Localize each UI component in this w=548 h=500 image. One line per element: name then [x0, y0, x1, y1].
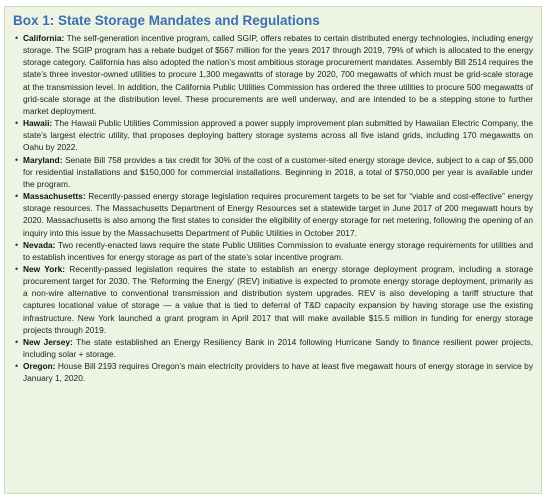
- state-name: New Jersey:: [23, 336, 73, 347]
- state-text: House Bill 2193 requires Oregon’s main electricity providers to have at least five megawatt hours of energy storage in service by January 1, 2020.: [23, 361, 533, 384]
- state-text: The self-generation incentive program, called SGIP, offers rebates to certain distributed energy technologies, including energy storage. The SGIP program has a rebate budget of $567 million for the years 2017 through 2019, 79% of which is allocated to the energy storage category. California has also adopted the nation’s most ambitious storage procurement mandates. Assembly Bill 2514 requires the state’s three investor-owned utilities to procure 1,300 megawatts of storage by 2020, 700 megawatts of which must be grid-scale storage at the transmission level. In addition, the California Public Utilities Commission has ordered the three utilities to procure 500 megawatts of grid-scale storage at the distribution level. These procurements are well underway, and are intended to be a stepping stone to further market deployment.: [23, 33, 533, 116]
- list-item-oregon: [15, 360, 533, 384]
- policy-box: [4, 6, 542, 494]
- state-text: Two recently-enacted laws require the state Public Utilities Commission to evaluate energy storage requirements for utilities and to establish incentives for energy storage as part of the state’s solar incentive program.: [23, 239, 533, 262]
- state-text: Recently-passed energy storage legislation requires procurement targets to be set for “viable and cost-effective” energy storage resources. The Massachusetts Department of Energy Resources set a statewide target in June 2017 of 200 megawatt hours by 2020. Massachusetts is also among the first states to consider the eligibility of energy storage for net metering, following the opening of an inquiry into this issue by the Massachusetts Department of Public Utilities in October 2017.: [23, 191, 533, 238]
- state-name: Oregon:: [23, 361, 56, 372]
- list-item-new-jersey: [15, 336, 533, 360]
- bullet-icon: •: [15, 118, 19, 129]
- bullet-icon: •: [15, 33, 19, 43]
- state-name: Massachusetts:: [23, 191, 86, 202]
- state-text: Senate Bill 758 provides a tax credit for 30% of the cost of a customer-sited energy storage device, subject to a cap of $5,000 for residential installations and $150,000 for commercial installations. Beginning in 2018, a total of $750,000 per year is available under the program.: [23, 154, 533, 189]
- state-list: [13, 32, 533, 385]
- bullet-icon: •: [15, 336, 19, 347]
- state-text: The Hawaii Public Utilities Commission approved a power supply improvement plan submitted by Hawaiian Electric Company, the state’s largest electric utility, that proposes deploying battery storage systems across all five island grids, including 170 megawatts on Oahu by 2022.: [23, 118, 533, 153]
- list-item-maryland: [15, 154, 533, 190]
- state-name: California:: [23, 33, 65, 43]
- bullet-icon: •: [15, 191, 19, 202]
- list-item-new-york: [15, 263, 533, 336]
- bullet-icon: •: [15, 239, 19, 250]
- bullet-icon: •: [15, 154, 19, 165]
- state-name: Hawaii:: [23, 118, 53, 129]
- bullet-icon: •: [15, 263, 19, 274]
- box-title: Box 1: State Storage Mandates and Regulations: [13, 13, 320, 28]
- state-name: Maryland:: [23, 154, 63, 165]
- list-item-hawaii: [15, 117, 533, 153]
- list-item-massachusetts: [15, 190, 533, 239]
- state-name: Nevada:: [23, 239, 56, 250]
- state-text: The state established an Energy Resiliency Bank in 2014 following Hurricane Sandy to finance resilient power projects, including solar + storage.: [23, 336, 534, 360]
- state-text: Recently-passed legislation requires the state to establish an energy storage deployment program, including a storage procurement target for 2030. The ‘Reforming the Energy’ (REV) initiative is expected to promote energy storage deployment, primarily as a non-wire alternative to conventional transmission and distribution system upgrades. REV is also developing a tariff structure that captures locational value of storage — a value that is tied to deferral of T&D capacity expansion by having storage use the existing infrastructure. New York launched a grant program in April 2017 that will make available $15.5 million in funding for energy storage projects through 2019.: [23, 263, 533, 335]
- list-item-california: [15, 32, 533, 117]
- state-name: New York:: [23, 263, 66, 274]
- bullet-icon: •: [15, 361, 19, 372]
- list-item-nevada: [15, 239, 533, 263]
